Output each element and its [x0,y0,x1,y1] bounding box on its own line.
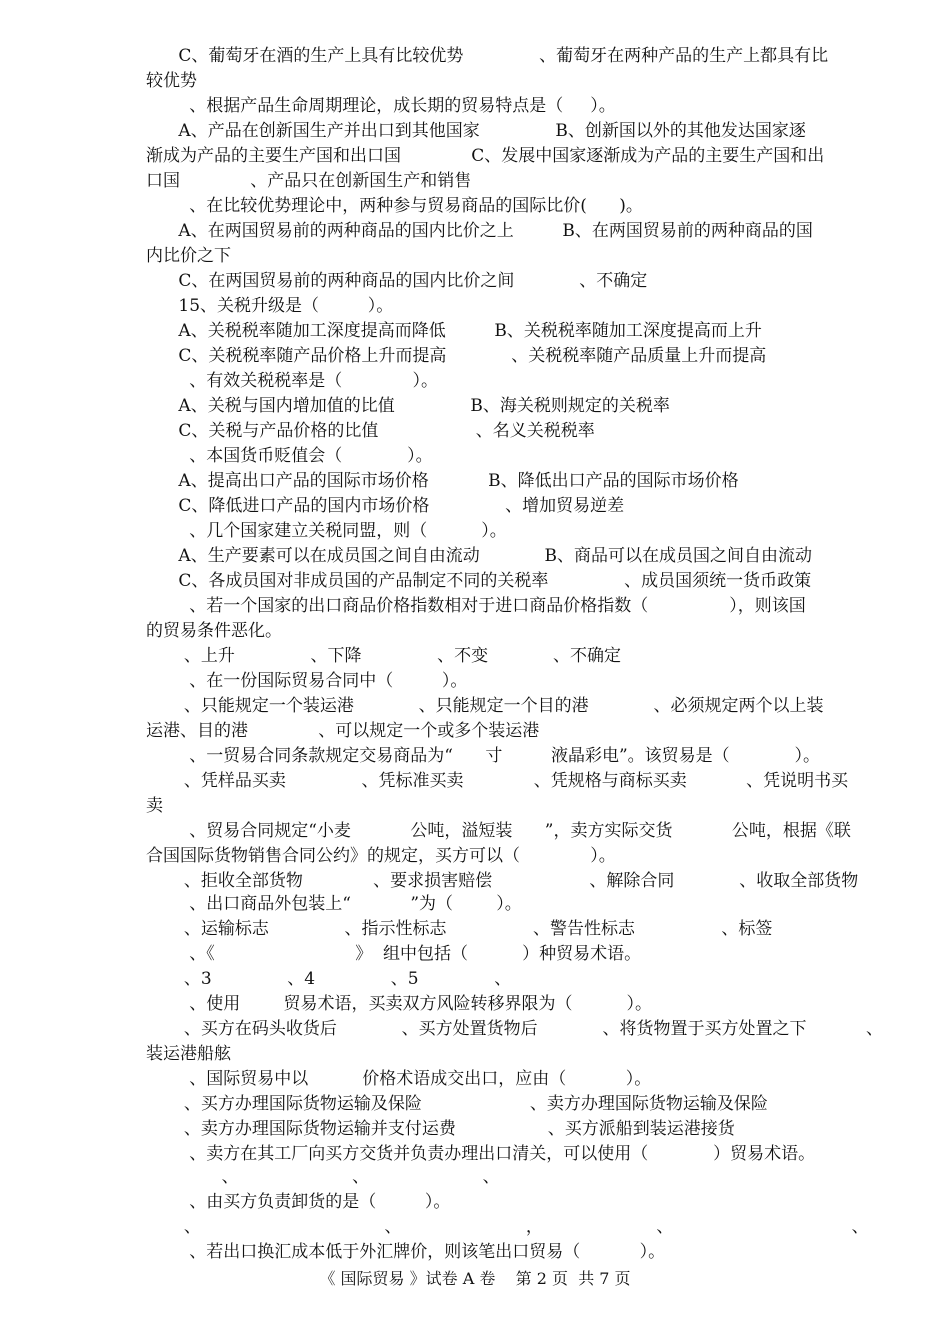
text-line: 、凭样品买卖 、凭标准买卖 、凭规格与商标买卖 、凭说明书买 [146,771,849,791]
text-line: A、关税与国内增加值的比值 B、海关税则规定的关税率 [146,396,670,416]
text-line: 口国 、产品只在创新国生产和销售 [146,171,472,191]
text-line: 、《 》 组中包括（ ）种贸易术语。 [146,944,642,964]
text-line: C、关税税率随产品价格上升而提高 、关税税率随产品质量上升而提高 [146,346,767,366]
text-line: 运港、目的港 、可以规定一个或多个装运港 [146,721,540,741]
text-line: 装运港船舷 [146,1044,231,1064]
text-line: 较优势 [146,71,197,91]
text-line: 、只能规定一个装运港 、只能规定一个目的港 、必须规定两个以上装 [146,696,824,716]
text-line: C、葡萄牙在酒的生产上具有比较优势 、葡萄牙在两种产品的生产上都具有比 [146,46,829,66]
text-line: 、一贸易合同条款规定交易商品为“ 寸 液晶彩电”。该贸易是（ ）。 [146,746,821,766]
text-line: 卖 [146,796,163,816]
text-line: 、 、 、 [146,1167,500,1187]
text-line: 15、关税升级是（ ）。 [146,296,394,316]
text-line: 、3 、4 、5 、 [146,969,512,989]
text-line: 、贸易合同规定“小麦 公吨，溢短装 ”，卖方实际交货 公吨，根据《联 [146,821,851,841]
text-line: 、若出口换汇成本低于外汇牌价，则该笔出口贸易（ ）。 [146,1242,666,1262]
text-line: 、上升 、下降 、不变 、不确定 [146,646,621,666]
text-line: 、在比较优势理论中，两种参与贸易商品的国际比价( )。 [146,196,643,216]
text-line: C、各成员国对非成员国的产品制定不同的关税率 、成员国须统一货币政策 [146,571,812,591]
text-line: A、关税税率随加工深度提高而降低 B、关税税率随加工深度提高而上升 [146,321,762,341]
text-line: 、卖方办理国际货物运输并支付运费 、买方派船到装运港接货 [146,1119,735,1139]
text-line: 、使用 贸易术语，买卖双方风险转移界限为（ ）。 [146,994,652,1014]
text-line: 渐成为产品的主要生产国和出口国 C、发展中国家逐渐成为产品的主要生产国和出 [146,146,825,166]
text-line: 、有效关税税率是（ ）。 [146,371,438,391]
text-line: 、拒收全部货物 、要求损害赔偿 、解除合同 、收取全部货物 [146,871,859,891]
text-line: 、在一份国际贸易合同中（ ）。 [146,671,468,691]
text-line: 、若一个国家的出口商品价格指数相对于进口商品价格指数（ ），则该国 [146,596,806,616]
text-line: 、运输标志 、指示性标志 、警告性标志 、标签 [146,919,773,939]
text-line: 、买方在码头收货后 、买方处置货物后 、将货物置于买方处置之下 、 [146,1019,883,1039]
text-line: 的贸易条件恶化。 [146,621,282,641]
text-line: A、生产要素可以在成员国之间自由流动 B、商品可以在成员国之间自由流动 [146,546,813,566]
text-line: 、买方办理国际货物运输及保险 、卖方办理国际货物运输及保险 [146,1094,768,1114]
text-line: 、根据产品生命周期理论，成长期的贸易特点是（ ）。 [146,96,616,116]
text-line: 、几个国家建立关税同盟，则（ ）。 [146,521,507,541]
text-line: A、在两国贸易前的两种商品的国内比价之上 B、在两国贸易前的两种商品的国 [146,221,813,241]
text-line: 合国国际货物销售合同公约》的规定，买方可以（ ）。 [146,846,616,866]
text-line: C、关税与产品价格的比值 、名义关税税率 [146,421,595,441]
text-line: 、由买方负责卸货的是（ ）。 [146,1192,451,1212]
text-line: C、降低进口产品的国内市场价格 、增加贸易逆差 [146,496,625,516]
text-line: 、卖方在其工厂向买方交货并负责办理出口清关，可以使用（ ）贸易术语。 [146,1144,816,1164]
text-line: 、本国货币贬值会（ ）。 [146,446,433,466]
page-footer: 《 国际贸易 》试卷 A 卷 第 2 页 共 7 页 [319,1269,631,1288]
text-line: 、 、 ， 、 、 [146,1217,869,1237]
text-line: 、国际贸易中以 价格术语成交出口，应由（ ）。 [146,1069,652,1089]
text-line: A、提高出口产品的国际市场价格 B、降低出口产品的国际市场价格 [146,471,739,491]
text-line: 、出口商品外包装上“ ”为（ ）。 [146,894,522,914]
text-line: 内比价之下 [146,246,231,266]
text-line: C、在两国贸易前的两种商品的国内比价之间 、不确定 [146,271,648,291]
text-line: A、产品在创新国生产并出口到其他国家 B、创新国以外的其他发达国家逐 [146,121,806,141]
